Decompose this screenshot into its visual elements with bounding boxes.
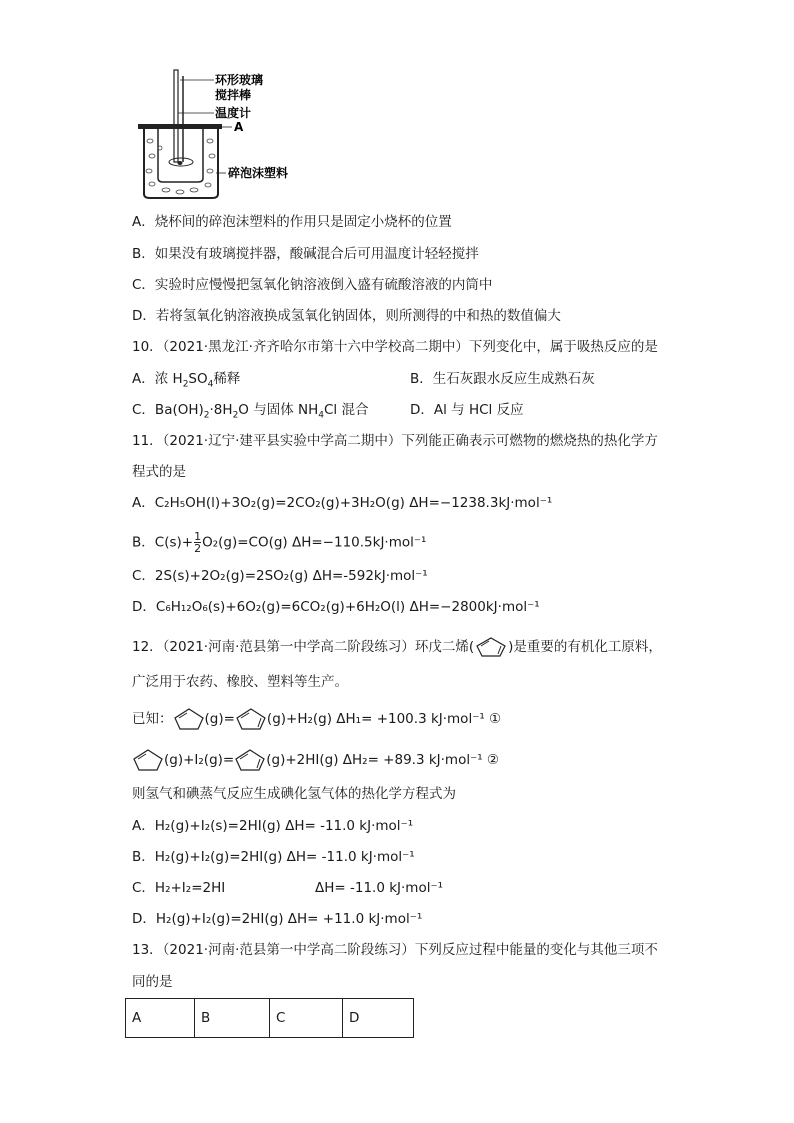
q11-option-d: D．C₆H₁₂O₆(s)+6O₂(g)=6CO₂(g)+6H₂O(l) ΔH=−2800kJ·mol⁻¹ [132, 599, 540, 615]
q12-option-c-dh: ΔH= -11.0 kJ·mol⁻¹ [315, 880, 443, 896]
q12-stem-1: 12．（2021·河南·范县第一中学高二阶段练习）环戊二烯( )是重要的有机化工原料， [132, 636, 662, 658]
lid-icon [138, 124, 222, 129]
q13-answer-table [125, 998, 414, 1038]
q10-option-c: C．$Ba(OH)_2\cdot 8H_2O$ 与固体 $NH_4Cl$ 混合 [132, 402, 369, 421]
q12-stem-2: 广泛用于农药、橡胶、塑料等生产。 [132, 674, 348, 690]
q11-option-b: B．C(s)+ $\frac{1}{2}$ O₂(g)=CO(g) ΔH=−110.5kJ·mol⁻¹ [132, 530, 427, 555]
q12-option-a: A．H₂(g)+I₂(s)=2HI(g) ΔH= -11.0 kJ·mol⁻¹ [132, 818, 414, 834]
q12-ask: 则氢气和碘蒸气反应生成碘化氢气体的热化学方程式为 [132, 786, 456, 802]
q9-option-a: A．烧杯间的碎泡沫塑料的作用只是固定小烧杯的位置 [132, 214, 452, 230]
q13-stem-1: 13．（2021·河南·范县第一中学高二阶段练习）下列反应过程中能量的变化与其他三项不 [132, 942, 658, 958]
table-cell-b: B [195, 999, 270, 1038]
cyclopentene-icon [132, 748, 164, 772]
q11-stem-2: 程式的是 [132, 464, 186, 480]
q12-option-c: C．H₂+I₂=2HI [132, 880, 226, 896]
q12-option-d: D．H₂(g)+I₂(g)=2HI(g) ΔH= +11.0 kJ·mol⁻¹ [132, 911, 423, 927]
label-thermometer: 温度计 [215, 106, 252, 120]
cyclopentene-icon [173, 707, 205, 731]
q12-option-b: B．H₂(g)+I₂(g)=2HI(g) ΔH= -11.0 kJ·mol⁻¹ [132, 849, 415, 865]
table-cell-c: C [270, 999, 343, 1038]
q10-option-b: B．生石灰跟水反应生成熟石灰 [410, 371, 595, 387]
q12-eq-1: 已知： (g)= (g)+H₂(g) ΔH₁= +100.3 kJ·mol⁻¹ ① [132, 707, 501, 731]
cyclopentadiene-icon [474, 636, 508, 658]
q9-option-d: D．若将氢氧化钠溶液换成氢氧化钠固体，则所测得的中和热的数值偏大 [132, 308, 561, 324]
q10-stem: 10．（2021·黑龙江·齐齐哈尔市第十六中学校高二期中）下列变化中，属于吸热反应的是 [132, 339, 658, 355]
q13-stem-2: 同的是 [132, 974, 173, 990]
q11-option-a: A．C₂H₅OH(l)+3O₂(g)=2CO₂(g)+3H₂O(g) ΔH=−1238.3kJ·mol⁻¹ [132, 495, 553, 511]
q10-option-d: D．Al 与 HCl 反应 [410, 402, 524, 418]
q11-option-c: C．2S(s)+2O₂(g)=2SO₂(g) ΔH=-592kJ·mol⁻¹ [132, 568, 428, 584]
q11-stem-1: 11．（2021·辽宁·建平县实验中学高二期中）下列能正确表示可燃物的燃烧热的热化学方 [132, 433, 658, 449]
label-foam: 碎泡沫塑料 [228, 166, 289, 180]
calorimeter-figure [130, 66, 310, 202]
table-cell-d: D [343, 999, 414, 1038]
label-ring: 环形玻璃 [215, 73, 264, 87]
foam-icon [146, 139, 215, 194]
q12-eq-2: (g)+I₂(g)= (g)+2HI(g) ΔH₂= +89.3 kJ·mol⁻¹ ② [132, 748, 499, 772]
cyclopentadiene-icon [234, 748, 266, 772]
label-a: A [234, 120, 244, 134]
q9-option-b: B．如果没有玻璃搅拌器，酸碱混合后可用温度计轻轻搅拌 [132, 246, 479, 262]
table-cell-a: A [126, 999, 195, 1038]
q10-option-a: A．浓 $H_2SO_4$稀释 [132, 371, 241, 390]
q9-option-c: C．实验时应慢慢把氢氧化钠溶液倒入盛有硫酸溶液的内筒中 [132, 277, 493, 293]
label-stirrer: 搅拌棒 [215, 88, 252, 102]
cyclopentadiene-icon [235, 707, 267, 731]
thermometer-icon [174, 70, 178, 162]
